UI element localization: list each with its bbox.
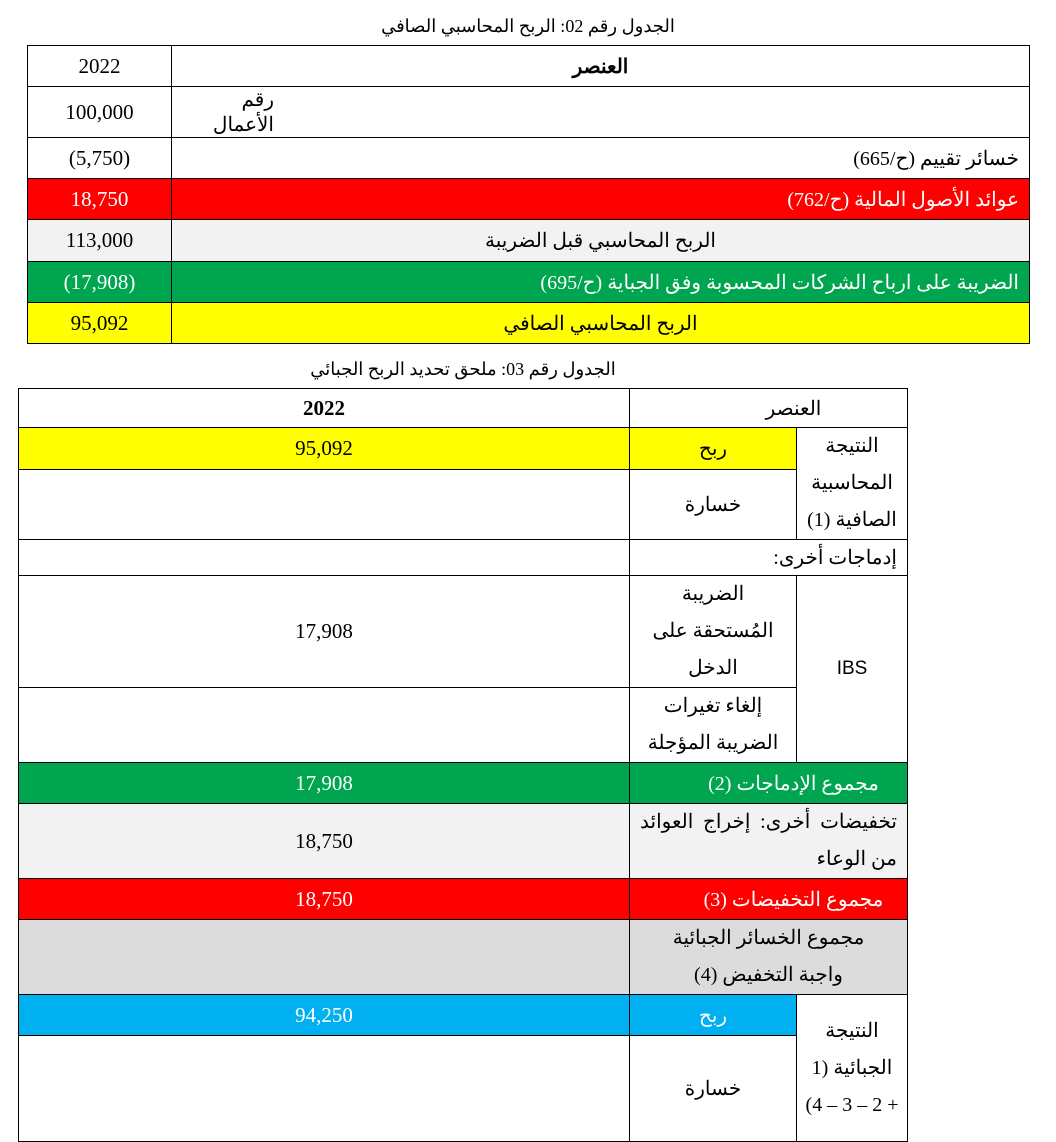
table-row xyxy=(19,920,908,995)
revenue-value: 100,000 xyxy=(28,87,172,138)
net-accounting-result-group: النتيجة المحاسبية الصافية (1) xyxy=(797,428,908,540)
element-header: العنصر xyxy=(630,389,908,428)
valuation-losses-label: خسائر تقييم (ح/665) xyxy=(172,138,1030,179)
revenue-label: رقم الأعمال xyxy=(172,87,1030,138)
table2-header-row xyxy=(19,389,908,428)
tax-losses-label: مجموع الخسائر الجبائية واجبة التخفيض (4) xyxy=(630,920,908,995)
table-row xyxy=(19,804,908,879)
tax-losses-value xyxy=(19,920,630,995)
deductions-total-value: 18,750 xyxy=(19,879,630,920)
table2-caption: الجدول رقم 03: ملحق تحديد الربح الجبائي xyxy=(310,359,616,379)
financial-income-value: 18,750 xyxy=(28,179,172,220)
deferred-tax-value xyxy=(19,688,630,763)
tax-loss-label: خسارة xyxy=(630,1036,797,1142)
table-row xyxy=(28,303,1030,344)
ibs-group: IBS xyxy=(797,576,908,763)
additions-total-label: مجموع الإدماجات (2) xyxy=(630,763,908,804)
tax-profit-annex-table xyxy=(18,388,908,1142)
element-header: العنصر xyxy=(172,46,1030,87)
corporate-tax-value: (17,908) xyxy=(28,262,172,303)
additions-total-value: 17,908 xyxy=(19,763,630,804)
year-header: 2022 xyxy=(19,389,630,428)
table1-caption: الجدول رقم 02: الربح المحاسبي الصافي xyxy=(381,16,675,36)
other-deductions-label: تخفيضات أخرى: إخراج العوائد من الوعاء xyxy=(630,804,908,879)
net-accounting-profit-table xyxy=(27,45,1030,344)
table-row xyxy=(19,688,908,763)
tax-profit-value: 94,250 xyxy=(19,995,630,1036)
tax-result-group: النتيجة الجبائية (1 + 2 – 3 – 4) xyxy=(797,995,908,1142)
table-row xyxy=(19,540,908,576)
income-tax-value: 17,908 xyxy=(19,576,630,688)
net-profit-value: 95,092 xyxy=(28,303,172,344)
other-additions-label: إدماجات أخرى: xyxy=(630,540,908,576)
table-row xyxy=(28,262,1030,303)
income-tax-label: الضريبة المُستحقة على الدخل xyxy=(630,576,797,688)
corporate-tax-label: الضريبة على ارباح الشركات المحسوبة وفق الجباية (ح/695) xyxy=(172,262,1030,303)
table-row xyxy=(19,995,908,1036)
table-row xyxy=(19,576,908,688)
net-profit-label: الربح المحاسبي الصافي xyxy=(172,303,1030,344)
year-header: 2022 xyxy=(28,46,172,87)
table-row xyxy=(19,1036,908,1142)
table-row xyxy=(19,428,908,470)
accounting-loss-value xyxy=(19,470,630,540)
deferred-tax-label: إلغاء تغيرات الضريبة المؤجلة xyxy=(630,688,797,763)
tax-profit-label: ربح xyxy=(630,995,797,1036)
table-row xyxy=(19,470,908,540)
accounting-loss-label: خسارة xyxy=(630,470,797,540)
profit-before-tax-label: الربح المحاسبي قبل الضريبة xyxy=(172,220,1030,262)
table-row xyxy=(28,87,1030,138)
table-row xyxy=(28,179,1030,220)
table-row xyxy=(28,138,1030,179)
valuation-losses-value: (5,750) xyxy=(28,138,172,179)
table-row xyxy=(19,763,908,804)
tax-loss-value xyxy=(19,1036,630,1142)
profit-before-tax-value: 113,000 xyxy=(28,220,172,262)
table-row xyxy=(19,879,908,920)
table-row xyxy=(28,220,1030,262)
accounting-profit-value: 95,092 xyxy=(19,428,630,470)
table1-header-row xyxy=(28,46,1030,87)
other-deductions-value: 18,750 xyxy=(19,804,630,879)
accounting-profit-label: ربح xyxy=(630,428,797,470)
empty-cell xyxy=(19,540,630,576)
financial-income-label: عوائد الأصول المالية (ح/762) xyxy=(172,179,1030,220)
deductions-total-label: مجموع التخفيضات (3) xyxy=(630,879,908,920)
